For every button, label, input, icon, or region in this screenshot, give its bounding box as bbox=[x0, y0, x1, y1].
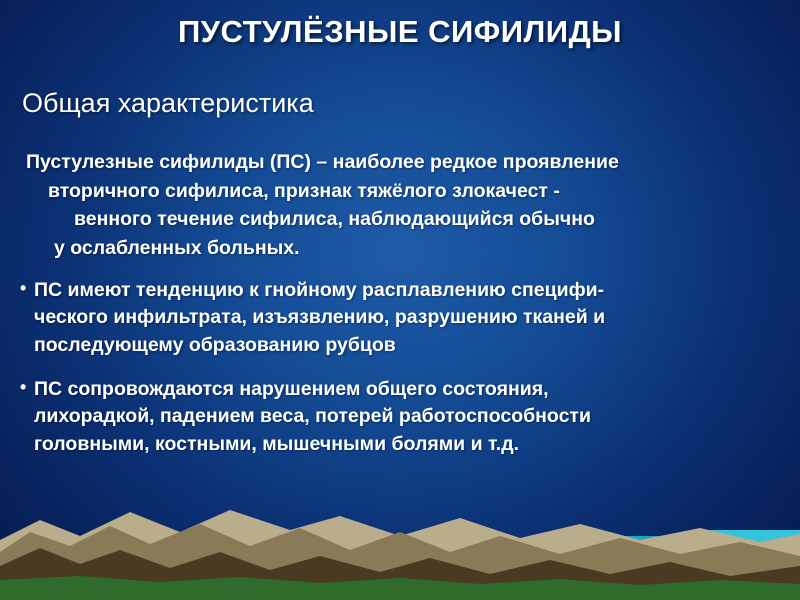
mountain-landscape-decoration bbox=[0, 480, 800, 600]
intro-paragraph bbox=[18, 148, 786, 263]
bullet-line: • ПС сопровождаются нарушением общего состояния, bbox=[34, 377, 549, 400]
bullet-line: • ПС имеют тенденцию к гнойному расплавлению специфи- bbox=[34, 278, 605, 301]
slide-body bbox=[18, 148, 786, 471]
intro-line-3: венного течение сифилиса, наблюдающийся обычно bbox=[74, 208, 595, 231]
bullet-item bbox=[18, 277, 786, 360]
bullet-line: ческого инфильтрата, изъязвлению, разрушению тканей и bbox=[34, 306, 606, 329]
intro-line-1: Пустулезные сифилиды (ПС) – наиболее редкое проявление bbox=[26, 151, 619, 173]
slide-subtitle: Общая характеристика bbox=[22, 88, 314, 118]
bullet-line: лихорадкой, падением веса, потерей работоспособности bbox=[34, 405, 591, 428]
bullet-line: последующему образованию рубцов bbox=[34, 334, 396, 356]
page-title: ПУСТУЛЁЗНЫЕ СИФИЛИДЫ bbox=[177, 14, 623, 49]
intro-line-4: у ослабленных больных. bbox=[54, 236, 300, 259]
bullet-item bbox=[18, 376, 786, 459]
intro-line-2: вторичного сифилиса, признак тяжёлого злокачест - bbox=[48, 179, 560, 202]
bullet-line: головными, костными, мышечными болями и т.д. bbox=[34, 433, 520, 456]
